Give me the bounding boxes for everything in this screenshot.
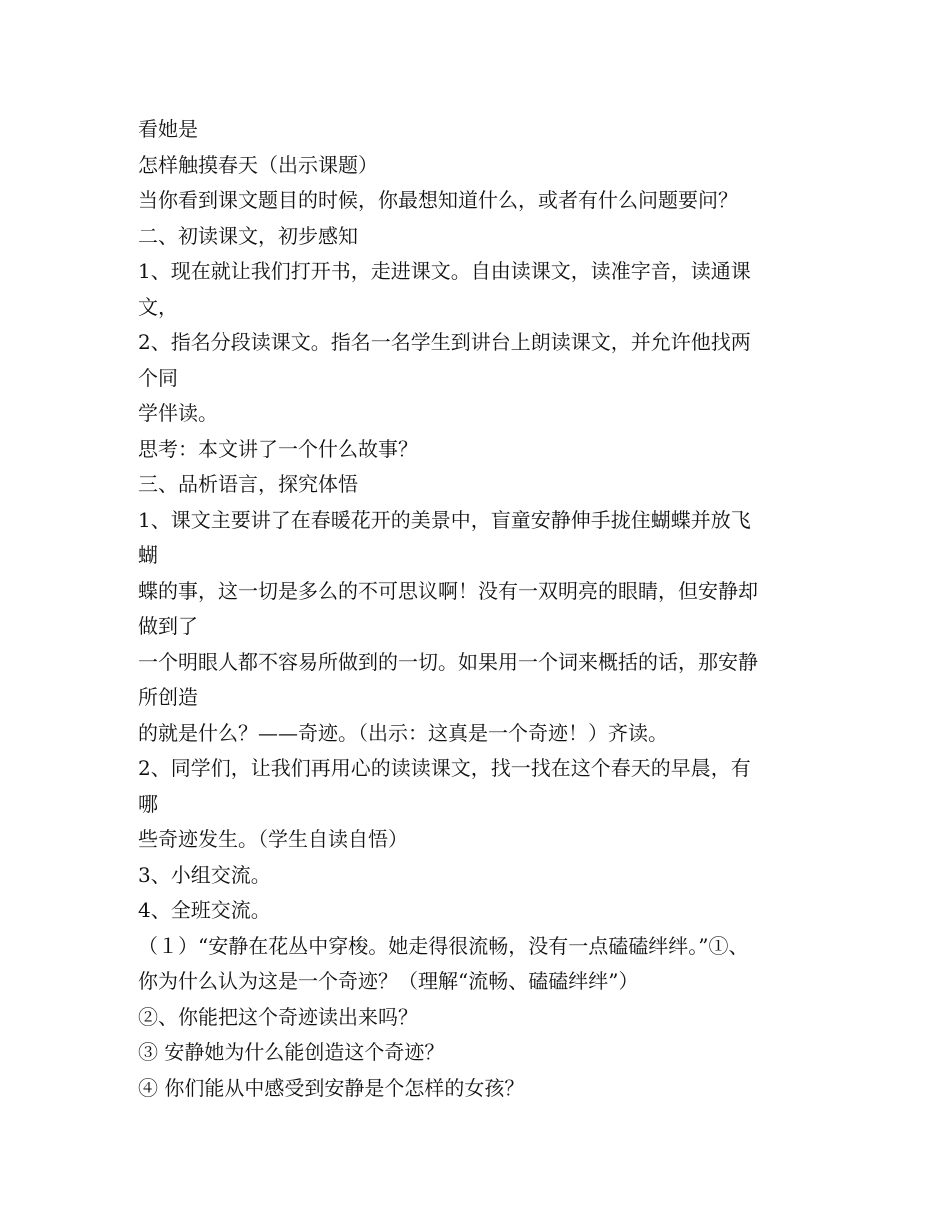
section-heading: 二、初读课文，初步感知 — [138, 223, 358, 248]
document-body — [138, 112, 838, 1106]
text-line: 学伴读。 — [138, 401, 218, 425]
text-line: 2、同学们，让我们再用心的读读课文，找一找在这个春天的早晨，有 — [138, 756, 751, 780]
text-line: 1、现在就让我们打开书，走进课文。自由读课文，读准字音，读通课 — [138, 259, 751, 283]
text-line: 思考：本文讲了一个什么故事？ — [138, 436, 418, 461]
text-line: 看她是 — [138, 117, 198, 141]
text-line: 个同 — [138, 365, 178, 390]
text-line: 蝴 — [138, 543, 158, 567]
text-line: 哪 — [138, 791, 158, 816]
text-line: 所创造 — [138, 685, 198, 709]
text-line: 3、小组交流。 — [138, 862, 271, 887]
text-line: 2、指名分段读课文。指名一名学生到讲台上朗读课文，并允许他找两 — [138, 330, 751, 354]
text-line: 你为什么认为这是一个奇迹？（理解“流畅、磕磕绊绊”） — [138, 969, 639, 993]
text-line: 些奇迹发生。（学生自读自悟） — [138, 827, 408, 851]
section-heading: 三、品析语言，探究体悟 — [138, 472, 358, 496]
text-line: 蝶的事，这一切是多么的不可思议啊！没有一双明亮的眼睛，但安静却 — [138, 578, 758, 603]
text-line: 文， — [138, 294, 178, 319]
text-line: 4、全班交流。 — [138, 898, 271, 922]
text-line: ③ 安静她为什么能创造这个奇迹？ — [138, 1040, 445, 1064]
text-line: 做到了 — [138, 614, 198, 638]
text-line: 当你看到课文题目的时候，你最想知道什么，或者有什么问题要问？ — [138, 188, 738, 212]
text-line: 一个明眼人都不容易所做到的一切。如果用一个词来概括的话，那安静 — [138, 649, 758, 674]
text-line: （１）“安静在花丛中穿梭。她走得很流畅，没有一点磕磕绊绊。”①、 — [138, 933, 749, 958]
text-line: 1、课文主要讲了在春暖花开的美景中，盲童安静伸手拢住蝴蝶并放飞 — [138, 507, 751, 532]
text-line: ②、你能把这个奇迹读出来吗？ — [138, 1004, 418, 1029]
text-line: 的就是什么？——奇迹。（出示：这真是一个奇迹！）齐读。 — [138, 720, 668, 745]
text-line: ④ 你们能从中感受到安静是个怎样的女孩？ — [138, 1075, 525, 1100]
text-line: 怎样触摸春天（出示课题） — [138, 152, 378, 177]
